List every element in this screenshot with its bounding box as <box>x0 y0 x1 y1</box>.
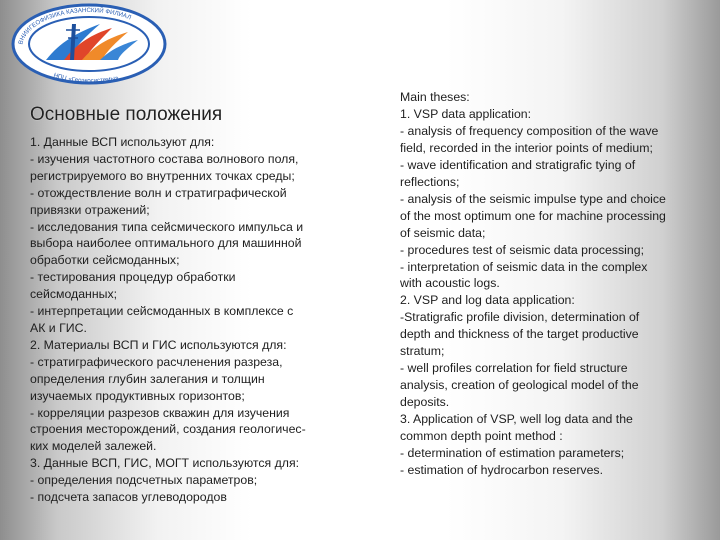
english-text-line: field, recorded in the interior points of medium; <box>400 140 653 155</box>
english-text-line: reflections; <box>400 174 460 189</box>
russian-text-line: - подсчета запасов углеводородов <box>30 490 227 505</box>
logo-emblem-icon <box>8 2 170 86</box>
english-text-line: -Stratigrafic profile division, determination of <box>400 310 640 325</box>
english-text-line: stratum; <box>400 344 445 359</box>
russian-text-line: - изучения частотного состава волнового поля, <box>30 151 299 166</box>
english-text-line: Main theses: <box>400 90 470 104</box>
english-text-block <box>400 89 710 479</box>
russian-text-line: - стратиграфического расчленения разреза, <box>30 354 283 369</box>
english-text-line: with acoustic logs. <box>400 276 500 291</box>
russian-text-line: - корреляции разрезов скважин для изучения <box>30 405 290 420</box>
english-text-line: - interpretation of seismic data in the complex <box>400 259 648 274</box>
english-text-line: - estimation of hydrocarbon reserves. <box>400 462 603 477</box>
english-text-line: - determination of estimation parameters; <box>400 446 625 461</box>
russian-text-line: - определения подсчетных параметров; <box>30 473 258 488</box>
russian-text-line: - отождествление волн и стратиграфической <box>30 185 287 200</box>
russian-column <box>30 104 352 506</box>
russian-text-line: привязки отражений; <box>30 202 150 217</box>
english-text-line: 3. Application of VSP, well log data and the <box>400 412 633 427</box>
russian-text-line: АК и ГИС. <box>30 320 87 335</box>
russian-text-line: - исследования типа сейсмического импульса и <box>30 219 304 234</box>
russian-text-line: выбора наиболее оптимального для машинной <box>30 236 302 251</box>
english-text-line: of the most optimum one for machine processing <box>400 208 666 223</box>
english-text-line: of seismic data; <box>400 225 486 240</box>
company-logo <box>8 2 170 86</box>
russian-text-line: ких моделей залежей. <box>30 439 157 454</box>
english-text-line: - wave identification and stratigrafic tying of <box>400 157 636 172</box>
english-text-line: - analysis of frequency composition of the wave <box>400 123 659 138</box>
english-text-line: - analysis of the seismic impulse type and choice <box>400 191 666 206</box>
english-text-line: depth and thickness of the target productive <box>400 327 639 342</box>
russian-text-line: - интерпретации сейсмоданных в комплексе с <box>30 304 294 319</box>
english-text-line: common depth point method : <box>400 429 563 444</box>
russian-text-line: 1. Данные ВСП используют для: <box>30 135 215 149</box>
russian-text-line: регистрируемого во внутренних точках среды; <box>30 168 295 183</box>
english-text-line: 2. VSP and log data application: <box>400 293 575 308</box>
english-text-line: 1. VSP data application: <box>400 106 532 121</box>
russian-text-line: 3. Данные ВСП, ГИС, МОГТ используются для: <box>30 456 300 471</box>
logo-arc-bottom: НПЦ «Геоэкосистемы» <box>52 71 120 85</box>
russian-heading: Основные положения <box>30 104 223 125</box>
russian-text-line: обработки сейсмоданных; <box>30 253 180 268</box>
russian-text-block <box>30 134 352 506</box>
russian-text-line: строения месторождений, создания геологичес- <box>30 422 306 437</box>
logo-arc-top: ВНИИГЕОФИЗИКА КАЗАНСКИЙ ФИЛИАЛ <box>17 6 133 46</box>
russian-text-line: 2. Материалы ВСП и ГИС используются для: <box>30 337 287 352</box>
russian-text-line: - тестирования процедур обработки <box>30 270 236 285</box>
russian-text-line: определения глубин залегания и толщин <box>30 371 265 386</box>
russian-text-line: изучаемых продуктивных горизонтов; <box>30 388 245 403</box>
english-text-line: - procedures test of seismic data processing; <box>400 242 644 257</box>
english-text-line: deposits. <box>400 395 450 410</box>
english-text-line: - well profiles correlation for field structure <box>400 361 628 376</box>
english-column <box>400 89 710 479</box>
russian-text-line: сейсмоданных; <box>30 287 118 302</box>
english-text-line: analysis, creation of geological model of the <box>400 378 639 393</box>
